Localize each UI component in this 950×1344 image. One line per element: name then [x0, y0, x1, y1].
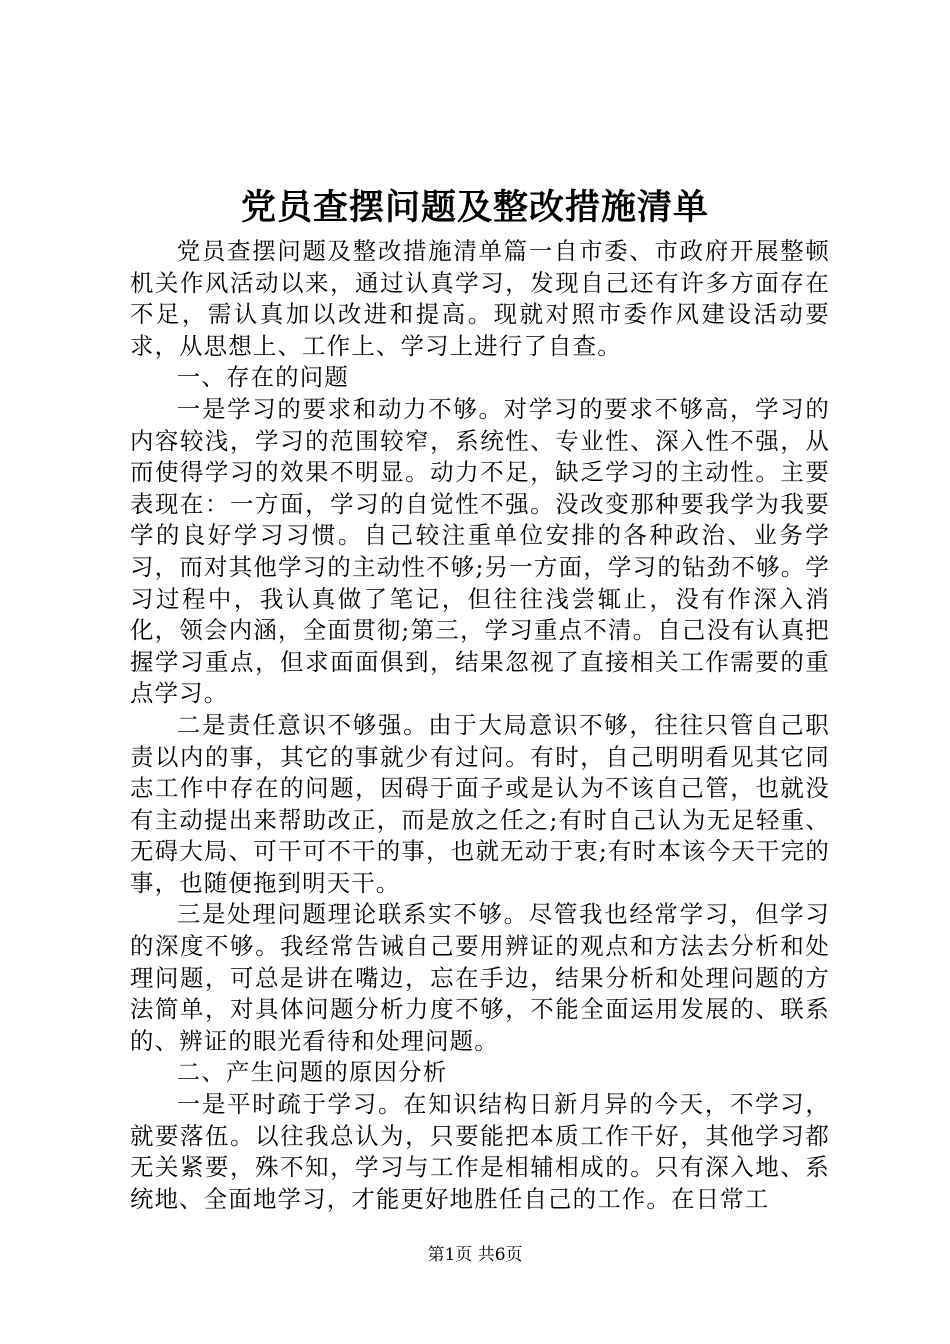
section-heading-problems: 一、存在的问题 [176, 363, 349, 392]
section-heading-causes: 二、产生问题的原因分析 [176, 1058, 448, 1087]
paragraph-problem-3: 三是处理问题理论联系实不够。尽管我也经常学习，但学习的深度不够。我经常告诫自己要用辨证的观点和方法去分析和处理问题，可总是讲在嘴边，忘在手边，结果分析和处理问题的方法简单，对具体问题分析力度不够，不能全面运用发展的、联系的、辨证的眼光看待和处理问题。 [130, 900, 830, 1055]
document-body [130, 236, 830, 1215]
paragraph-problem-2: 二是责任意识不够强。由于大局意识不够，往往只管自己职责以内的事，其它的事就少有过问。有时，自己明明看见其它同志工作中存在的问题，因碍于面子或是认为不该自己管，也就没有主动提出来帮助改正，而是放之任之;有时自己认为无足轻重、无碍大局、可干可不干的事，也就无动于衷;有时本该今天干完的事，也随便拖到明天干。 [130, 710, 830, 897]
paragraph-problem-1: 一是学习的要求和动力不够。对学习的要求不够高，学习的内容较浅，学习的范围较窄，系统性、专业性、深入性不强，从而使得学习的效果不明显。动力不足，缺乏学习的主动性。主要表现在：一方面，学习的自觉性不强。没改变那种要我学为我要学的良好学习习惯。自己较注重单位安排的各种政治、业务学习，而对其他学习的主动性不够;另一方面，学习的钻劲不够。学习过程中，我认真做了笔记，但往往浅尝辄止，没有作深入消化，领会内涵，全面贯彻;第三，学习重点不清。自己没有认真把握学习重点，但求面面俱到，结果忽视了直接相关工作需要的重点学习。 [130, 394, 830, 708]
paragraph-intro: 党员查摆问题及整改措施清单篇一自市委、市政府开展整顿机关作风活动以来，通过认真学习，发现自己还有许多方面存在不足，需认真加以改进和提高。现就对照市委作风建设活动要求，从思想上、工作上、学习上进行了自查。 [130, 237, 830, 360]
paragraph-cause-1: 一是平时疏于学习。在知识结构日新月异的今天，不学习，就要落伍。以往我总认为，只要能把本质工作干好，其他学习都无关紧要，殊不知，学习与工作是相辅相成的。只有深入地、系统地、全面地学习，才能更好地胜任自己的工作。在日常工 [130, 1090, 830, 1213]
page-footer: 第1页 共6页 [427, 1245, 523, 1265]
document-title: 党员查摆问题及整改措施清单 [240, 187, 709, 228]
